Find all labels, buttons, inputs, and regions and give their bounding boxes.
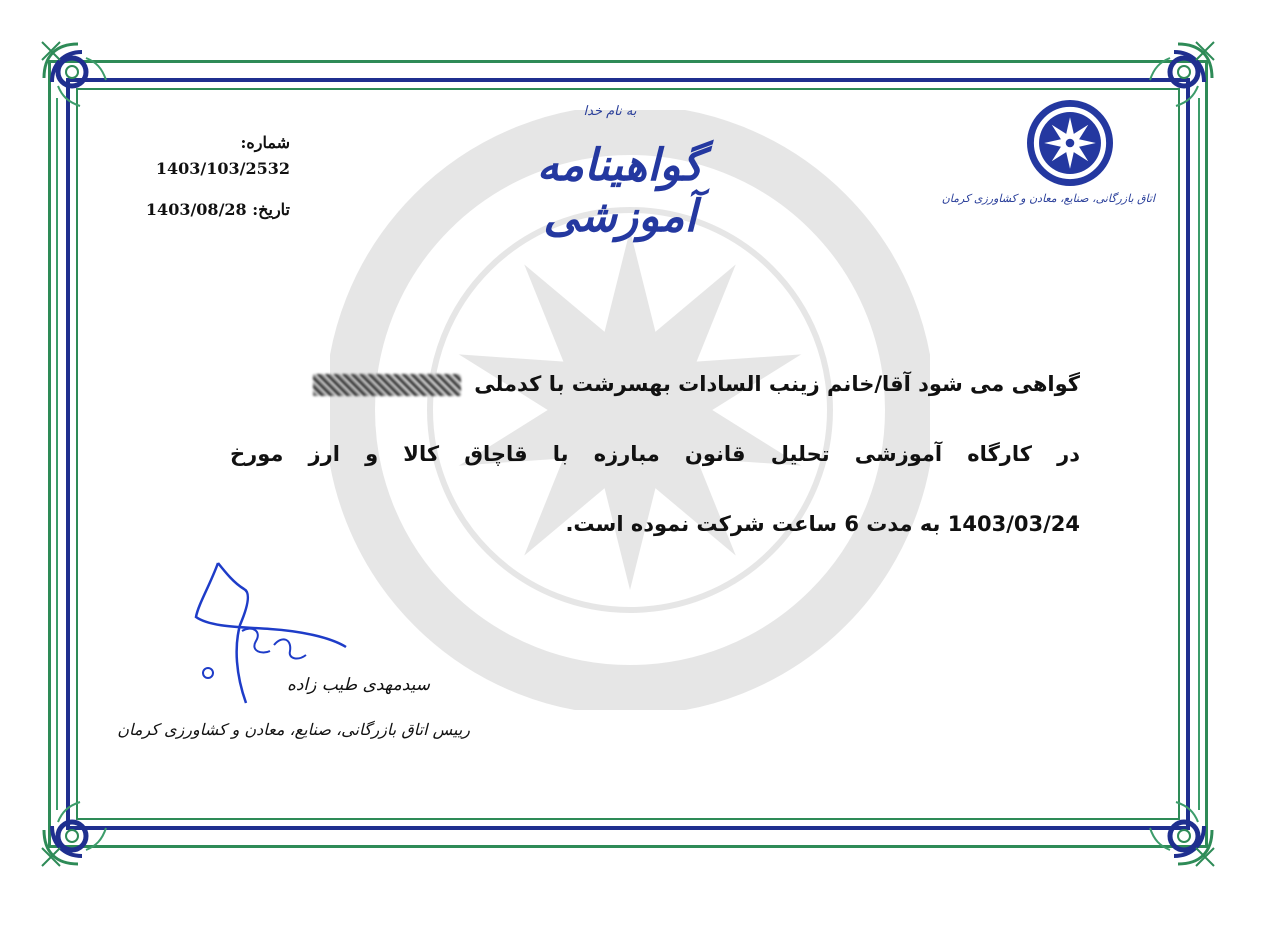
date-value: 1403/08/28 bbox=[145, 200, 247, 220]
issuer-caption: اتاق بازرگانی، صنایع، معادن و کشاورزی کرمان bbox=[941, 192, 1155, 205]
body-line-1-text: گواهی می شود آقا/خانم زینب السادات بهسرشت با کدملی bbox=[474, 372, 1080, 396]
signer-name: سیدمهدی طیب زاده bbox=[286, 675, 430, 695]
number-value: 1403/103/2532 bbox=[155, 158, 290, 178]
side-rule-left bbox=[56, 98, 58, 810]
body-line-1 bbox=[230, 360, 1080, 430]
signer-title: رییس اتاق بازرگانی، صنایع، معادن و کشاورزی کرمان bbox=[117, 720, 470, 739]
date-label: تاریخ: bbox=[252, 200, 290, 220]
chamber-logo-icon bbox=[1027, 100, 1113, 186]
body-line-2: در کارگاه آموزشی تحلیل قانون مبارزه با قاچاق کالا و ارز مورخ bbox=[230, 442, 1080, 466]
certificate-title: گواهینامه آموزشی bbox=[536, 140, 704, 242]
certificate-body bbox=[230, 360, 1080, 570]
corner-ornament-icon bbox=[1136, 788, 1218, 870]
corner-ornament-icon bbox=[38, 788, 120, 870]
number-label: شماره: bbox=[240, 133, 290, 152]
signature-area bbox=[117, 555, 480, 765]
redacted-national-id bbox=[313, 374, 461, 396]
date-line bbox=[120, 197, 290, 223]
side-rule-right bbox=[1198, 98, 1200, 810]
reference-block bbox=[120, 130, 290, 223]
body-line-3: 1403/03/24 به مدت 6 ساعت شرکت نموده است. bbox=[565, 512, 1080, 536]
corner-ornament-icon bbox=[38, 38, 120, 120]
issuer-logo bbox=[941, 100, 1155, 205]
bismillah: به نام خدا bbox=[583, 104, 637, 119]
